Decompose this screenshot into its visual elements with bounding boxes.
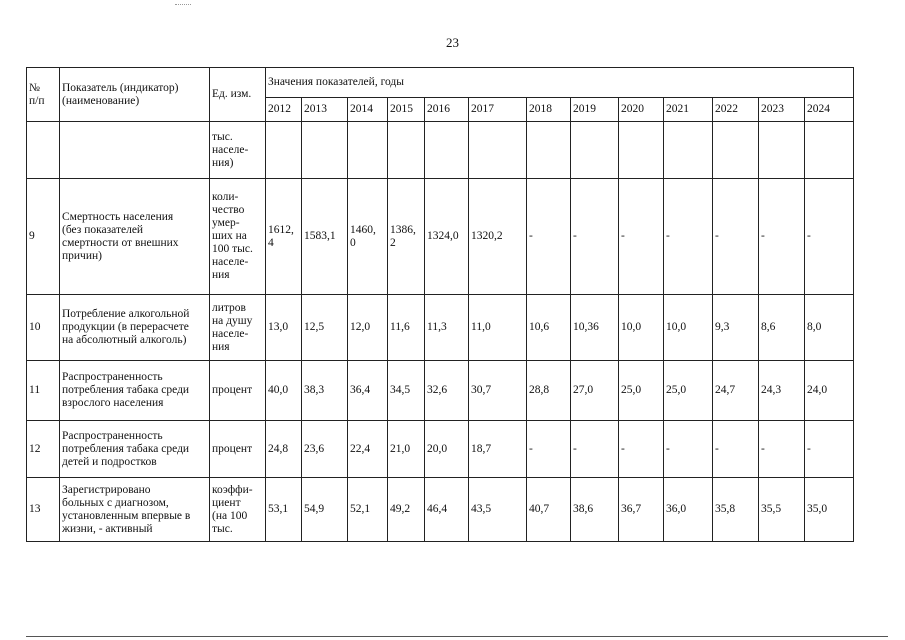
row-value: 49,2: [388, 478, 425, 542]
row-value: -: [713, 421, 759, 478]
table-body: [27, 68, 854, 542]
row-number: 9: [27, 179, 60, 295]
row-value: 36,4: [348, 361, 388, 421]
row-value: 11,3: [425, 295, 469, 361]
year-header: 2022: [713, 98, 759, 122]
row-value: 40,0: [266, 361, 302, 421]
row-value: 24,0: [805, 361, 854, 421]
row-number: 11: [27, 361, 60, 421]
row-value: 27,0: [571, 361, 619, 421]
row-number: [27, 122, 60, 179]
row-value: -: [527, 421, 571, 478]
row-value: 53,1: [266, 478, 302, 542]
row-value: -: [759, 421, 805, 478]
row-value: 28,8: [527, 361, 571, 421]
row-value: 12,5: [302, 295, 348, 361]
row-value: 10,0: [664, 295, 713, 361]
row-value: 18,7: [469, 421, 527, 478]
row-value: 10,0: [619, 295, 664, 361]
row-value: 24,8: [266, 421, 302, 478]
year-header: 2016: [425, 98, 469, 122]
row-value: 23,6: [302, 421, 348, 478]
scan-artifact: [175, 4, 191, 5]
header-unit: Ед. изм.: [210, 68, 266, 122]
row-value: -: [805, 179, 854, 295]
row-value: 36,7: [619, 478, 664, 542]
row-value: 24,7: [713, 361, 759, 421]
row-value: 13,0: [266, 295, 302, 361]
row-value: [348, 122, 388, 179]
row-value: 8,6: [759, 295, 805, 361]
row-value: 43,5: [469, 478, 527, 542]
year-header: 2019: [571, 98, 619, 122]
row-value: 52,1: [348, 478, 388, 542]
row-value: -: [759, 179, 805, 295]
table-row: [27, 478, 854, 542]
indicators-table: [26, 67, 854, 542]
header-values-title: Значения показателей, годы: [266, 68, 854, 98]
row-indicator: Смертность населения (без показателей смертности от внешних причин): [60, 179, 210, 295]
year-header: 2013: [302, 98, 348, 122]
header-num: № п/п: [27, 68, 60, 122]
row-value: 1612, 4: [266, 179, 302, 295]
row-value: -: [664, 421, 713, 478]
row-value: -: [571, 421, 619, 478]
row-value: 38,6: [571, 478, 619, 542]
row-value: 35,8: [713, 478, 759, 542]
row-value: 36,0: [664, 478, 713, 542]
row-value: 11,0: [469, 295, 527, 361]
row-value: 1386, 2: [388, 179, 425, 295]
year-header: 2012: [266, 98, 302, 122]
row-value: [266, 122, 302, 179]
row-number: 12: [27, 421, 60, 478]
row-value: [759, 122, 805, 179]
row-value: 32,6: [425, 361, 469, 421]
row-value: 21,0: [388, 421, 425, 478]
year-header: 2014: [348, 98, 388, 122]
row-value: 1460, 0: [348, 179, 388, 295]
row-value: [425, 122, 469, 179]
row-value: 35,0: [805, 478, 854, 542]
row-value: 1320,2: [469, 179, 527, 295]
row-value: 25,0: [619, 361, 664, 421]
row-value: 34,5: [388, 361, 425, 421]
table-row: [27, 361, 854, 421]
row-indicator: Потребление алкогольной продукции (в перерасчете на абсолютный алкоголь): [60, 295, 210, 361]
row-value: [469, 122, 527, 179]
row-value: [388, 122, 425, 179]
row-value: 25,0: [664, 361, 713, 421]
row-value: -: [805, 421, 854, 478]
row-value: 11,6: [388, 295, 425, 361]
row-value: 24,3: [759, 361, 805, 421]
year-header: 2024: [805, 98, 854, 122]
row-value: 1324,0: [425, 179, 469, 295]
row-value: 22,4: [348, 421, 388, 478]
row-value: [619, 122, 664, 179]
row-value: [527, 122, 571, 179]
row-value: -: [713, 179, 759, 295]
row-value: -: [571, 179, 619, 295]
page-number: 23: [446, 35, 459, 50]
row-value: 35,5: [759, 478, 805, 542]
year-header: 2015: [388, 98, 425, 122]
table-row: [27, 179, 854, 295]
row-unit: процент: [210, 421, 266, 478]
row-unit: коэффи- циент (на 100 тыс.: [210, 478, 266, 542]
row-value: 54,9: [302, 478, 348, 542]
row-value: 8,0: [805, 295, 854, 361]
row-indicator: Зарегистрировано больных с диагнозом, установленным впервые в жизни, - активный: [60, 478, 210, 542]
row-indicator: Распространенность потребления табака среди детей и подростков: [60, 421, 210, 478]
row-indicator: Распространенность потребления табака среди взрослого населения: [60, 361, 210, 421]
row-unit: процент: [210, 361, 266, 421]
row-value: -: [619, 179, 664, 295]
row-value: 1583,1: [302, 179, 348, 295]
row-value: -: [619, 421, 664, 478]
row-value: -: [527, 179, 571, 295]
row-value: [571, 122, 619, 179]
row-number: 10: [27, 295, 60, 361]
row-value: 10,36: [571, 295, 619, 361]
header-row: [27, 68, 854, 98]
row-value: 38,3: [302, 361, 348, 421]
year-header: 2020: [619, 98, 664, 122]
year-header: 2018: [527, 98, 571, 122]
year-header: 2017: [469, 98, 527, 122]
row-value: 40,7: [527, 478, 571, 542]
row-unit: коли- чество умер- ших на 100 тыс. населе- ния: [210, 179, 266, 295]
table-row: [27, 295, 854, 361]
row-unit: тыс. населе- ния): [210, 122, 266, 179]
row-value: -: [664, 179, 713, 295]
row-value: 10,6: [527, 295, 571, 361]
year-header: 2023: [759, 98, 805, 122]
row-value: [302, 122, 348, 179]
row-number: 13: [27, 478, 60, 542]
row-value: 30,7: [469, 361, 527, 421]
year-header: 2021: [664, 98, 713, 122]
row-value: [664, 122, 713, 179]
row-value: [805, 122, 854, 179]
row-value: 9,3: [713, 295, 759, 361]
row-unit: литров на душу населе- ния: [210, 295, 266, 361]
row-value: 46,4: [425, 478, 469, 542]
table-row: [27, 122, 854, 179]
header-indicator: Показатель (индикатор) (наименование): [60, 68, 210, 122]
row-indicator: [60, 122, 210, 179]
bottom-rule: [26, 636, 888, 637]
row-value: 12,0: [348, 295, 388, 361]
row-value: [713, 122, 759, 179]
row-value: 20,0: [425, 421, 469, 478]
table-row: [27, 421, 854, 478]
